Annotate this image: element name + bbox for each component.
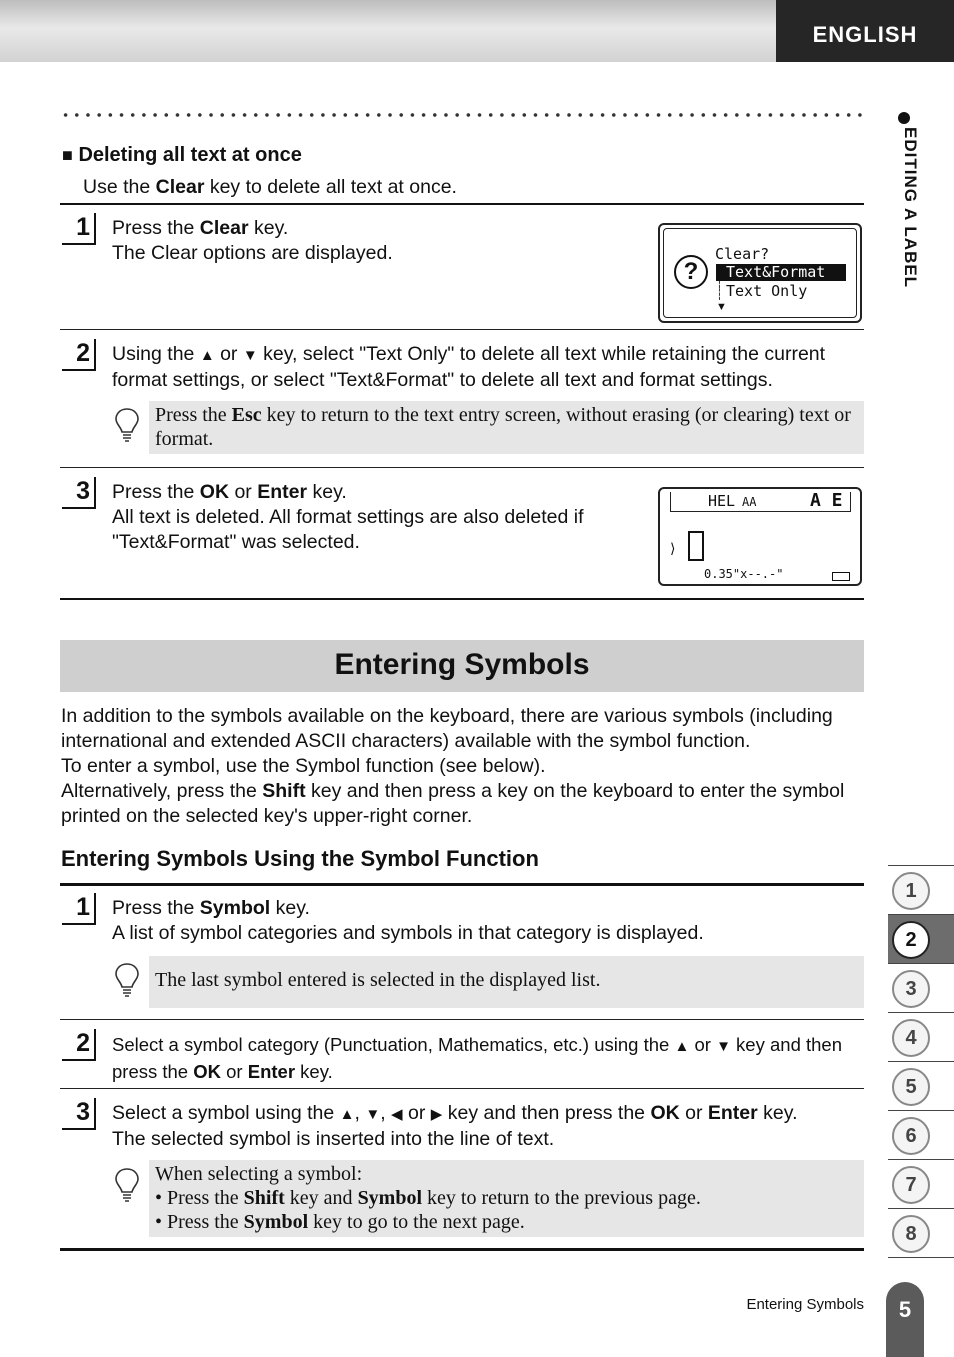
language-label: ENGLISH [776, 0, 954, 62]
step-text: Press the Clear key. The Clear options are displayed. [112, 217, 393, 264]
bullet-icon [898, 112, 910, 124]
chapter-tab-7[interactable]: 7 [888, 1159, 954, 1208]
left-arrow-icon: ◀ [391, 1106, 403, 1123]
down-arrow-icon: ▼ [365, 1106, 381, 1123]
section-banner: Entering Symbols [60, 640, 864, 692]
lcd-clear-options: ? Clear? Text&Format Text Only ▲ ┆ ┆ ▼ [658, 223, 862, 323]
step-text: Press the OK or Enter key. All text is deleted. All format settings are also deleted if "Text&Format" was selected. [112, 481, 584, 553]
footer-label: Entering Symbols [746, 1296, 864, 1313]
chapter-tab-8[interactable]: 8 [888, 1208, 954, 1258]
dotted-divider [60, 112, 866, 118]
chapter-tab-3[interactable]: 3 [888, 963, 954, 1012]
step-number: 2 [62, 339, 96, 371]
side-chapter-title: EDITING A LABEL [885, 112, 925, 332]
section-heading-deleting: ■ Deleting all text at once [62, 144, 302, 166]
battery-icon [832, 572, 850, 581]
square-bullet-icon: ■ [62, 145, 73, 165]
rule [60, 598, 864, 600]
chapter-tab-2[interactable]: 2 [888, 914, 954, 963]
rule [60, 1248, 864, 1251]
step-number: 2 [62, 1029, 96, 1061]
rule [60, 1019, 864, 1020]
down-arrow-icon: ▼ [716, 1038, 731, 1055]
hint-note: Press the Esc key to return to the text entry screen, without erasing (or clearing) text or format. [149, 401, 864, 454]
step-number: 1 [62, 893, 96, 925]
question-icon: ? [674, 255, 708, 289]
step-text: Using the ▲ or ▼ key, select "Text Only" to delete all text while retaining the current format settings, or select "Text&Format" to delete all text and format settings. [112, 343, 826, 391]
rule [60, 329, 864, 330]
section-intro: Use the Clear key to delete all text at once. [83, 176, 457, 198]
rule [60, 883, 864, 886]
header-bar [0, 0, 776, 62]
chapter-tab-6[interactable]: 6 [888, 1110, 954, 1159]
page-number: 5 [886, 1282, 924, 1357]
chapter-tab-5[interactable]: 5 [888, 1061, 954, 1110]
down-arrow-icon: ▼ [242, 347, 258, 364]
hint-bulb-icon [114, 961, 140, 1001]
rule [60, 1088, 864, 1089]
step-text: Select a symbol using the ▲, ▼, ◀ or ▶ key and then press the OK or Enter key. The selected symbol is inserted into the line of text. [112, 1102, 798, 1150]
lcd-text-entry: HEL AA A E ⟩ 0.35"x--.-" [658, 487, 862, 586]
chapter-tab-4[interactable]: 4 [888, 1012, 954, 1061]
up-arrow-icon: ▲ [674, 1038, 690, 1055]
hint-bulb-icon [114, 1166, 140, 1206]
hint-note: The last symbol entered is selected in the displayed list. [149, 956, 864, 1008]
rule [60, 467, 864, 468]
step-text: Press the Symbol key. A list of symbol categories and symbols in that category is displayed. [112, 897, 704, 944]
step-text: Select a symbol category (Punctuation, Mathematics, etc.) using the ▲ or ▼ key and then press the OK or Enter key. [112, 1034, 843, 1082]
hint-note: When selecting a symbol: • Press the Shift key and Symbol key to return to the previous page. • Press the Symbol key to go to the next page. [149, 1160, 864, 1237]
hint-bulb-icon [114, 406, 140, 446]
step-number: 3 [62, 477, 96, 509]
step-number: 1 [62, 213, 96, 245]
step-number: 3 [62, 1098, 96, 1130]
section-heading-symbol-function: Entering Symbols Using the Symbol Function [61, 846, 539, 871]
cursor-icon: ⟩ [670, 540, 676, 556]
up-arrow-icon: ▲ [339, 1106, 355, 1123]
right-arrow-icon: ▶ [430, 1106, 443, 1123]
intro-paragraphs: In addition to the symbols available on the keyboard, there are various symbols (including international and extended ASCII characters) available with the symbol function. To enter a symbol, use the Symbol function (see below). Alternatively, press the Shift key and then press a key on the keyboard to enter the symbol printed on the selected key's upper-right corner. [61, 705, 845, 827]
text-cursor [688, 531, 704, 561]
rule [60, 203, 864, 205]
chapter-tab-1[interactable]: 1 [888, 865, 954, 914]
up-arrow-icon: ▲ [199, 347, 215, 364]
scroll-arrows-icon: ▲ ┆ ┆ ▼ [716, 265, 727, 313]
